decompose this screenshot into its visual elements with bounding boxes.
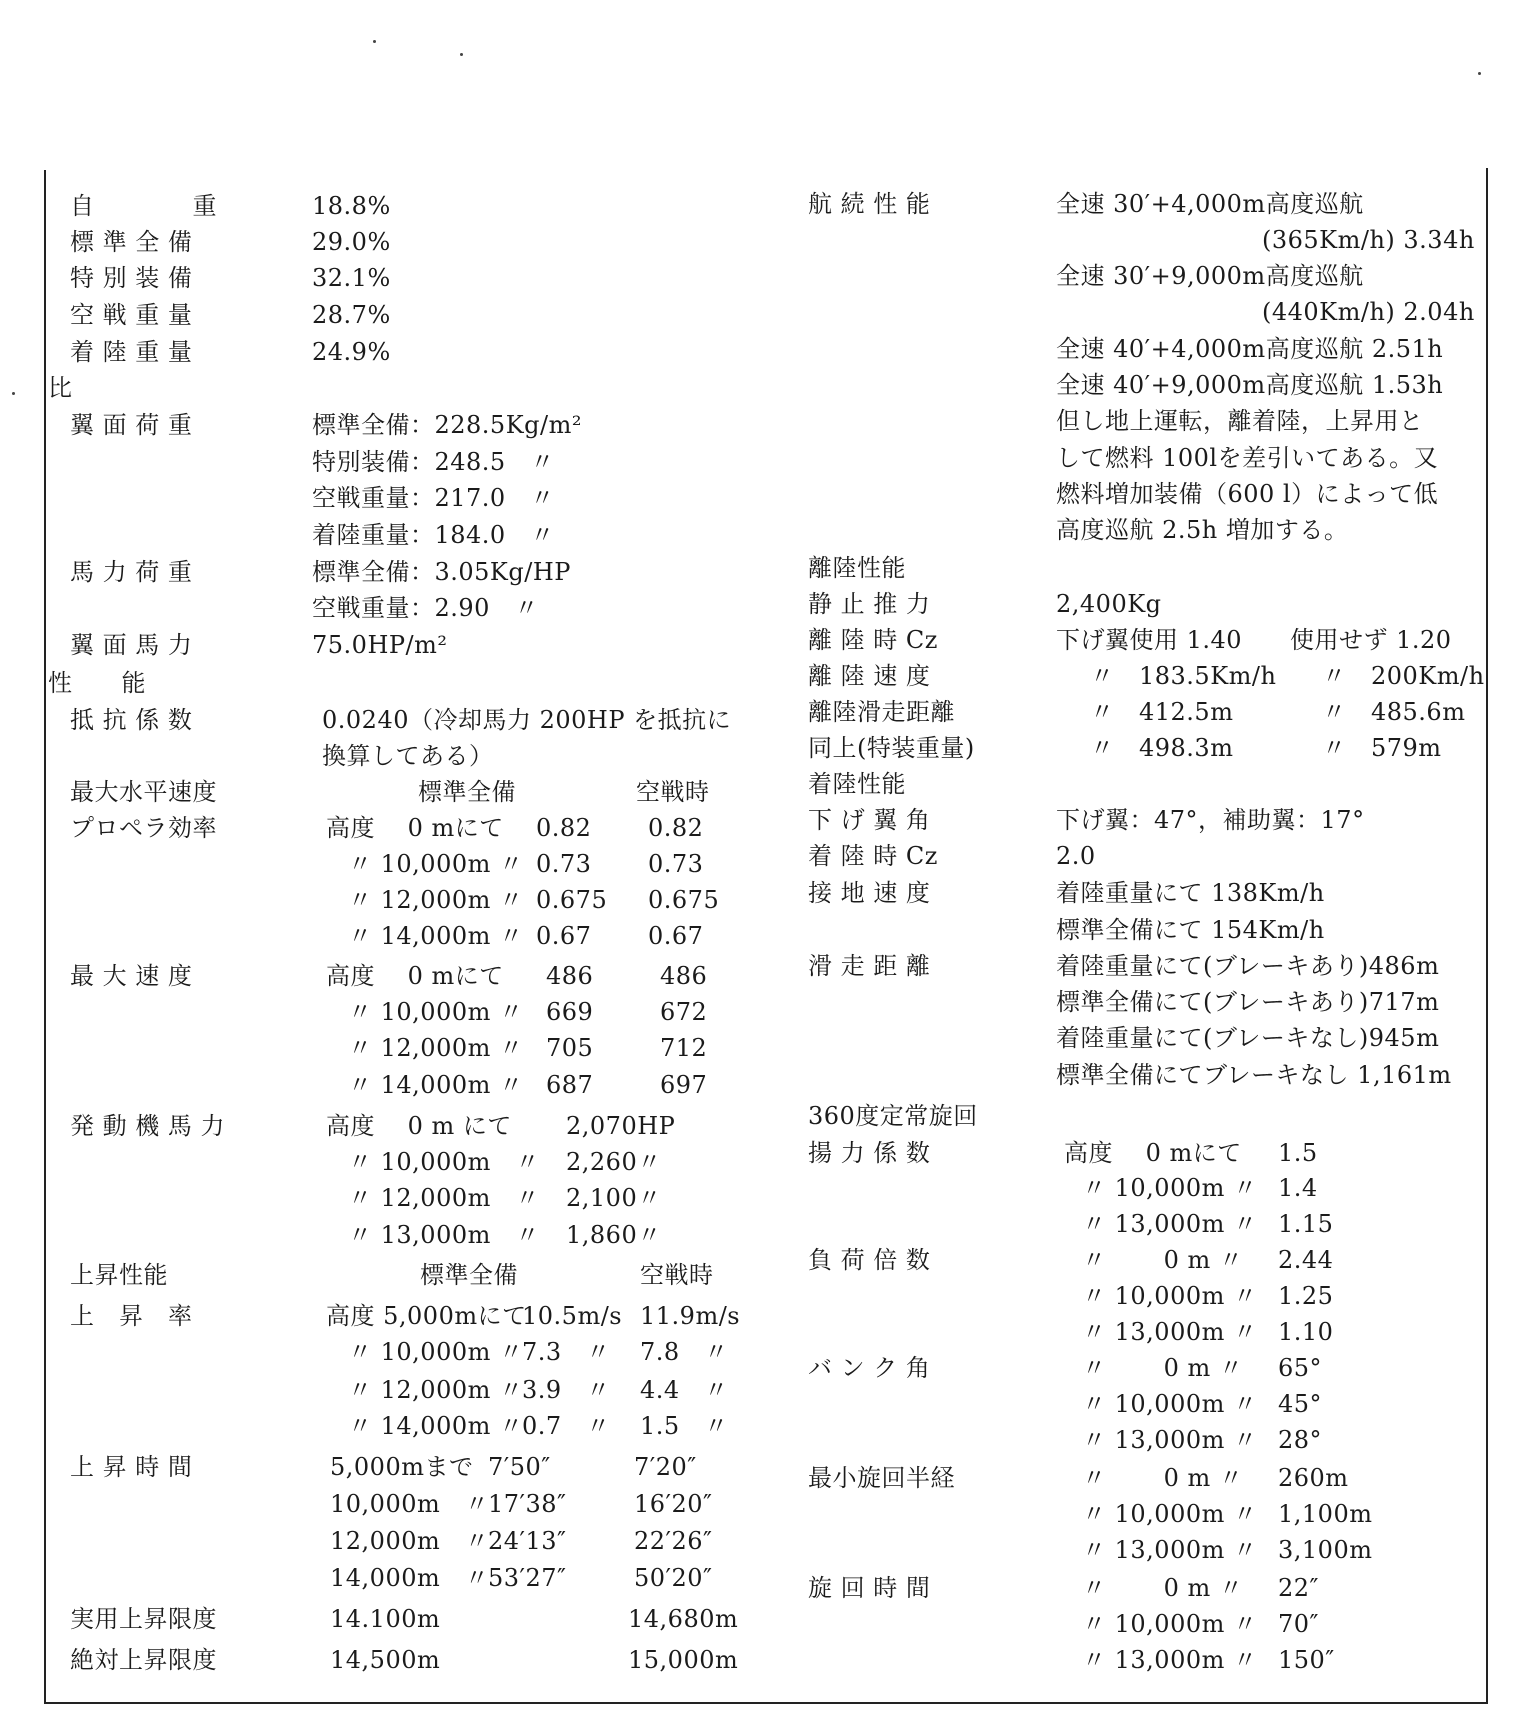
altitude-cell: 〃 14,000m 〃 [348,1071,524,1099]
row-label: 航 続 性 能 [808,190,931,218]
altitude-cell: 〃 12,000m 〃 [348,1184,540,1212]
weight-ratio-label: 着 陸 重 量 [70,338,193,366]
altitude-cell: 〃 10,000m 〃 [348,1338,524,1366]
altitude-cell: 〃 10,000m 〃 [1082,1282,1258,1310]
altitude-cell: 〃 12,000m 〃 [348,1376,524,1404]
value-cell: 50′20″ [634,1564,713,1592]
altitude-cell: 〃 13,000m 〃 [1082,1210,1258,1238]
row-value: 標準全備：3.05Kg/HP [312,558,571,586]
value-cell: 1.25 [1278,1282,1334,1310]
value-cell: 16′20″ [634,1490,713,1518]
value-cell: 7′20″ [634,1453,697,1481]
value-cell: 0.675 [648,886,720,914]
row-label: 離 陸 速 度 [808,662,931,690]
altitude-cell: 〃 13,000m 〃 [348,1221,540,1249]
endurance-line: 全速 40′+9,000m高度巡航 1.53h [1056,371,1444,399]
row-label: 翼 面 荷 重 [70,411,193,439]
altitude-cell: 〃 0 m 〃 [1082,1246,1244,1274]
print-speck [12,392,15,395]
print-speck [1478,72,1481,75]
value-cell: 1,100m [1278,1500,1373,1528]
value-cell: 0.73 [648,850,704,878]
row-label: 馬 力 荷 重 [70,558,193,586]
value-cell: 4.4 〃 [640,1376,729,1404]
altitude-cell: 〃 10,000m 〃 [1082,1500,1258,1528]
value-cell: 〃 412.5m [1090,698,1234,726]
endurance-line: 高度巡航 2.5h 増加する。 [1056,516,1349,544]
row-label: 静 止 推 力 [808,590,931,618]
value-cell: 486 [660,962,708,990]
value-cell: 3.9 〃 [522,1376,611,1404]
row-label: 抵 抗 係 数 [70,706,193,734]
section-heading: 360度定常旋回 [808,1102,978,1130]
row-label: 同上(特装重量) [808,734,975,762]
section-heading: 離陸性能 [808,554,906,582]
value-cell: 14,500m [330,1646,441,1674]
row-value: 0.0240（冷却馬力 200HP を抵抗に [322,706,732,734]
row-label: プロペラ効率 [70,814,217,842]
endurance-line: 全速 30′+9,000m高度巡航 [1056,262,1364,290]
value-cell: 17′38″ [488,1490,567,1518]
value-cell: 697 [660,1071,708,1099]
altitude-cell: 〃 0 m 〃 [1082,1354,1244,1382]
value-cell: 0.73 [536,850,592,878]
altitude-cell: 〃 10,000m 〃 [1082,1610,1258,1638]
value-cell: 705 [546,1034,594,1062]
value-cell: 669 [546,998,594,1026]
value-cell: 3,100m [1278,1536,1373,1564]
value-cell: 〃 200Km/h [1322,662,1485,690]
column-header: 空戦時 [640,1261,714,1289]
row-label: 上 昇 時 間 [70,1453,193,1481]
value-cell: 0.675 [536,886,608,914]
right-border [1486,168,1488,1702]
value-cell: 7.8 〃 [640,1338,729,1366]
altitude-cell: 5,000mまで [330,1453,474,1481]
altitude-cell: 〃 12,000m 〃 [348,1034,524,1062]
altitude-cell: 〃 10,000m 〃 [348,850,524,878]
altitude-cell: 〃 14,000m 〃 [348,1412,524,1440]
value-cell: 下げ翼使用 1.40 [1056,626,1243,654]
altitude-cell: 〃 14,000m 〃 [348,922,524,950]
row-label: 着 陸 時 Cz [808,842,938,870]
altitude-cell: 〃 13,000m 〃 [1082,1318,1258,1346]
altitude-cell: 〃 12,000m 〃 [348,886,524,914]
value-cell: 〃 498.3m [1090,734,1234,762]
value-cell: 260m [1278,1464,1349,1492]
value-cell: 486 [546,962,594,990]
weight-ratio-label: 空 戦 重 量 [70,301,193,329]
altitude-cell: 14,000m 〃 [330,1564,490,1592]
row-label: 最小旋回半経 [808,1464,955,1492]
value-cell: 14.100m [330,1605,441,1633]
section-heading: 比 [48,374,73,402]
altitude-cell: 〃 10,000m 〃 [348,1148,540,1176]
value-cell: 14,680m [628,1605,739,1633]
row-value: 着陸重量にて 138Km/h [1056,879,1325,907]
value-cell: 0.67 [536,922,592,950]
value-cell: 1.5 〃 [640,1412,729,1440]
bottom-border [44,1702,1488,1704]
altitude-cell: 高度 0 mにて [326,814,504,842]
row-value: 75.0HP/m² [312,631,448,659]
value-cell: 〃 579m [1322,734,1442,762]
row-label: 実用上昇限度 [70,1605,217,1633]
value-cell: 150″ [1278,1646,1335,1674]
row-value: 着陸重量にて(ブレーキなし)945m [1056,1024,1440,1052]
row-label: 上 昇 率 [70,1302,193,1330]
row-label: 下 げ 翼 角 [808,806,931,834]
altitude-cell: 〃 10,000m 〃 [1082,1174,1258,1202]
row-label: 最 大 速 度 [70,962,193,990]
row-value: 空戦重量：2.90 〃 [312,594,539,622]
weight-ratio-value: 24.9% [312,338,391,366]
row-value: 下げ翼：47°，補助翼：17° [1056,806,1365,834]
value-cell: 1.5 [1278,1139,1318,1167]
column-header: 上昇性能 [70,1261,168,1289]
row-label: 旋 回 時 間 [808,1574,931,1602]
value-cell: 0.82 [648,814,704,842]
value-cell: 11.9m/s [640,1302,741,1330]
row-label: バ ン ク 角 [808,1354,931,1382]
altitude-cell: 〃 0 m 〃 [1082,1464,1244,1492]
section-heading: 着陸性能 [808,770,906,798]
row-label: 絶対上昇限度 [70,1646,217,1674]
weight-ratio-label: 自 重 [70,192,217,220]
row-value: 着陸重量：184.0 〃 [312,521,555,549]
value-cell: 0.7 〃 [522,1412,611,1440]
print-speck [373,40,376,43]
row-label: 翼 面 馬 力 [70,631,193,659]
altitude-cell: 高度 5,000mにて [326,1302,527,1330]
row-value: 2.0 [1056,842,1096,870]
row-value: 換算してある） [322,742,494,770]
row-value: 空戦重量：217.0 〃 [312,484,555,512]
left-border [44,170,46,1702]
row-value: 標準全備：228.5Kg/m² [312,411,582,439]
value-cell: 2.44 [1278,1246,1334,1274]
value-cell: 1.4 [1278,1174,1318,1202]
value-cell: 1.10 [1278,1318,1334,1346]
value-cell: 70″ [1278,1610,1320,1638]
row-value: 標準全備にて 154Km/h [1056,916,1325,944]
altitude-cell: 〃 13,000m 〃 [1082,1426,1258,1454]
endurance-line: して燃料 100lを差引いてある。又 [1056,444,1439,472]
endurance-line: 但し地上運転，離着陸，上昇用と [1056,407,1424,435]
weight-ratio-value: 29.0% [312,228,391,256]
value-cell: 53′27″ [488,1564,567,1592]
row-label: 離陸滑走距離 [808,698,955,726]
altitude-cell: 〃 10,000m 〃 [348,998,524,1026]
value-cell: 672 [660,998,708,1026]
row-label: 揚 力 係 数 [808,1139,931,1167]
row-value: 着陸重量にて(ブレーキあり)486m [1056,952,1440,980]
value-cell: 0.82 [536,814,592,842]
weight-ratio-value: 18.8% [312,192,391,220]
row-label: 接 地 速 度 [808,879,931,907]
row-value: 標準全備にて(ブレーキあり)717m [1056,988,1440,1016]
section-heading: 性 能 [48,669,146,697]
altitude-cell: 〃 13,000m 〃 [1082,1646,1258,1674]
row-value: 2,400Kg [1056,590,1162,618]
column-header: 標準全備 [420,1261,518,1289]
weight-ratio-label: 特 別 装 備 [70,264,193,292]
value-cell: 24′13″ [488,1527,567,1555]
altitude-cell: 高度 0 m にて [326,1112,512,1140]
value-cell: 〃 485.6m [1322,698,1466,726]
endurance-line: 全速 30′+4,000m高度巡航 [1056,190,1364,218]
value-cell: 2,070HP [566,1112,676,1140]
value-cell: 22′26″ [634,1527,713,1555]
value-cell: 7.3 〃 [522,1338,611,1366]
column-header: 最大水平速度 [70,778,217,806]
row-label: 離 陸 時 Cz [808,626,938,654]
row-value: 特別装備：248.5 〃 [312,448,555,476]
value-cell: 2,260〃 [566,1148,662,1176]
value-cell: 712 [660,1034,708,1062]
row-label: 発 動 機 馬 力 [70,1112,226,1140]
row-value: 標準全備にてブレーキなし 1,161m [1056,1061,1452,1089]
value-cell: 10.5m/s [522,1302,623,1330]
value-cell: 0.67 [648,922,704,950]
value-cell: 45° [1278,1390,1323,1418]
endurance-line: (365Km/h) 3.34h [1262,226,1475,254]
value-cell: 1.15 [1278,1210,1334,1238]
endurance-line: (440Km/h) 2.04h [1262,298,1475,326]
endurance-line: 燃料増加装備（600 l）によって低 [1056,480,1439,508]
value-cell: 使用せず 1.20 [1290,626,1452,654]
value-cell: 7′50″ [488,1453,551,1481]
value-cell: 1,860〃 [566,1221,662,1249]
altitude-cell: 〃 0 m 〃 [1082,1574,1244,1602]
value-cell: 15,000m [628,1646,739,1674]
altitude-cell: 〃 10,000m 〃 [1082,1390,1258,1418]
weight-ratio-value: 28.7% [312,301,391,329]
altitude-cell: 10,000m 〃 [330,1490,490,1518]
column-header: 標準全備 [418,778,516,806]
value-cell: 687 [546,1071,594,1099]
value-cell: 〃 183.5Km/h [1090,662,1277,690]
column-header: 空戦時 [636,778,710,806]
value-cell: 2,100〃 [566,1184,662,1212]
value-cell: 65° [1278,1354,1323,1382]
row-label: 滑 走 距 離 [808,952,931,980]
value-cell: 22″ [1278,1574,1320,1602]
altitude-cell: 高度 0 mにて [1064,1139,1242,1167]
weight-ratio-value: 32.1% [312,264,391,292]
row-label: 負 荷 倍 数 [808,1246,931,1274]
endurance-line: 全速 40′+4,000m高度巡航 2.51h [1056,335,1444,363]
print-speck [460,53,463,56]
weight-ratio-label: 標 準 全 備 [70,228,193,256]
altitude-cell: 高度 0 mにて [326,962,504,990]
altitude-cell: 〃 13,000m 〃 [1082,1536,1258,1564]
value-cell: 28° [1278,1426,1323,1454]
altitude-cell: 12,000m 〃 [330,1527,490,1555]
